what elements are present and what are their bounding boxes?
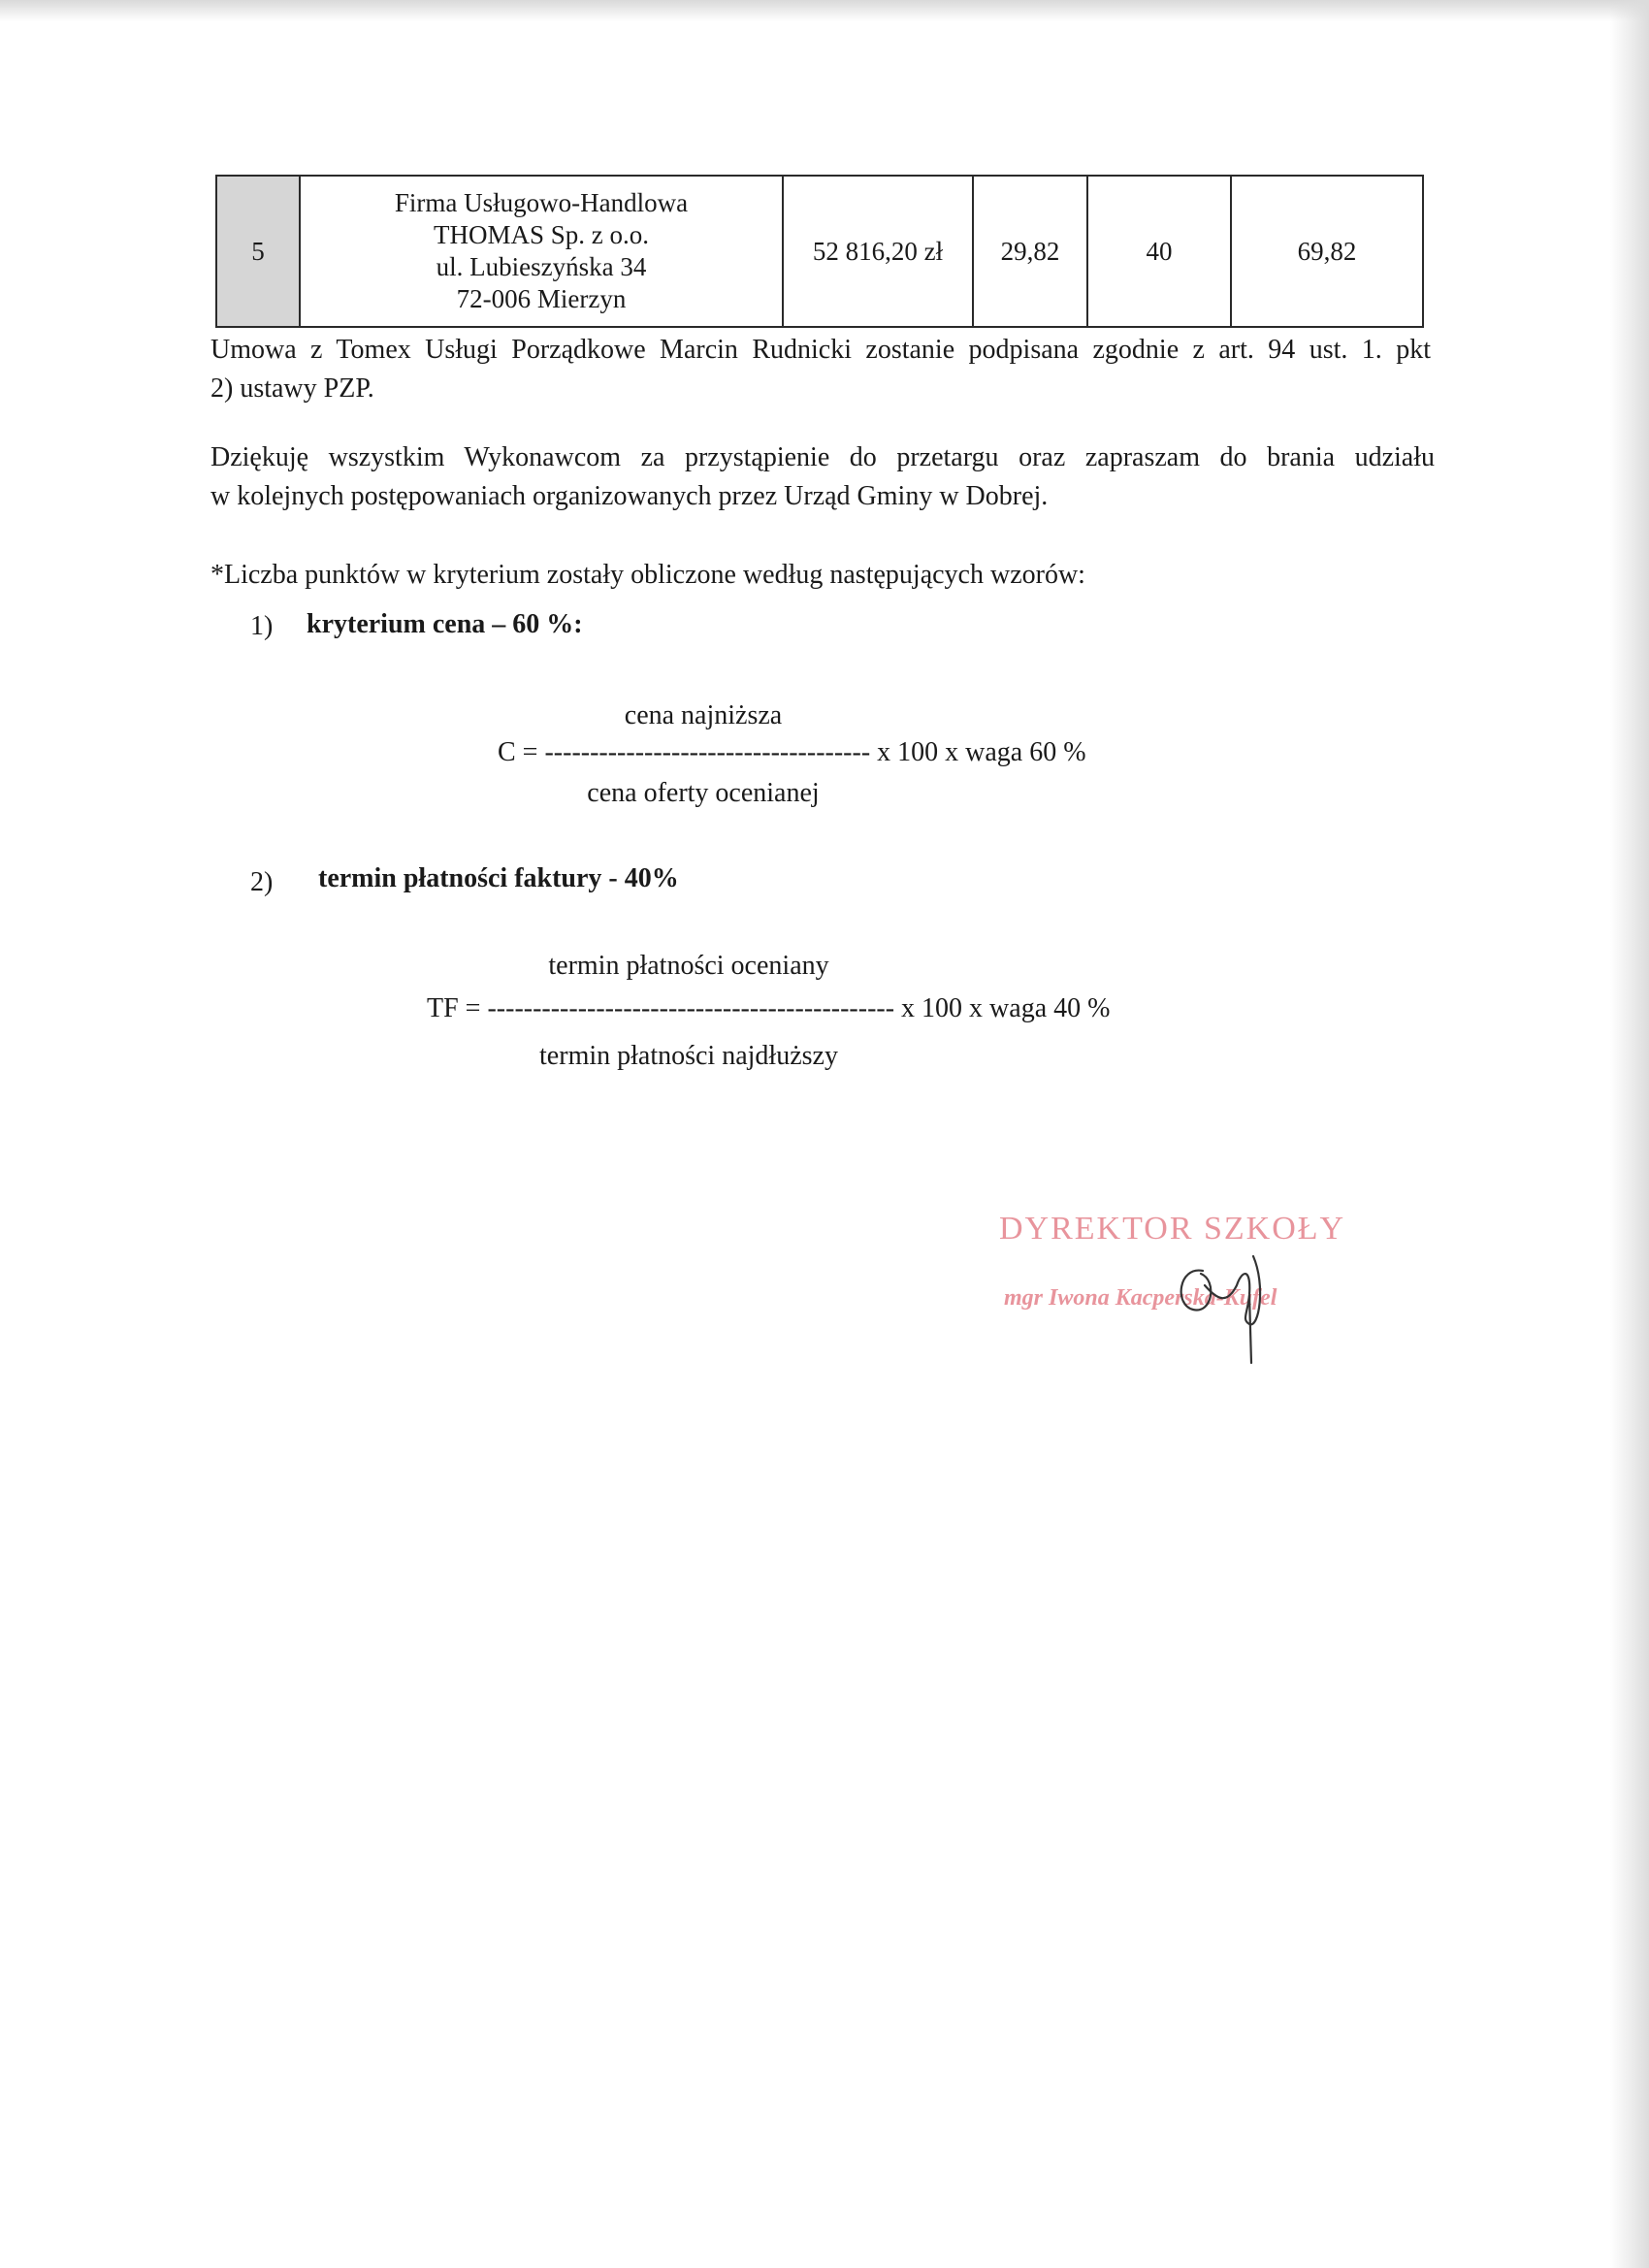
contractor-name-line: THOMAS Sp. z o.o. [433,220,649,249]
thanks-paragraph-line: Dziękuję wszystkim Wykonawcom za przystąpienie do przetargu oraz zapraszam do brania udziału [210,442,1435,472]
thanks-paragraph-line: w kolejnych postępowaniach organizowanych przez Urząd Gminy w Dobrej. [210,481,1049,511]
signature-stroke [1181,1256,1260,1363]
scan-edge-right [1610,0,1649,2268]
offers-table [215,175,1424,328]
contract-paragraph-line: 2) ustawy PZP. [210,373,374,404]
offer-number-cell [216,176,300,327]
term-points: 40 [1146,236,1173,266]
criterion-number: 2) [250,867,274,897]
price-points: 29,82 [1000,236,1060,266]
criterion-number: 1) [250,611,274,641]
term-points-cell [1087,176,1231,327]
formula-numerator: termin płatności oceniany [548,951,829,981]
total-points: 69,82 [1297,236,1357,266]
table-row [216,176,1423,327]
formula-equation: C = ------------------------------------ x 100 x waga 60 % [498,737,1086,767]
contractor-address-line: 72-006 Mierzyn [456,284,627,313]
formula-intro: *Liczba punktów w kryterium zostały obliczone według następujących wzorów: [210,560,1085,590]
price-points-cell [973,176,1087,327]
contractor-name-line: Firma Usługowo-Handlowa [394,188,689,217]
formula-denominator: cena oferty ocenianej [587,778,820,808]
signature-image [1145,1227,1300,1373]
criterion-title: kryterium cena – 60 %: [307,609,583,639]
contract-paragraph-line: Umowa z Tomex Usługi Porządkowe Marcin Rudnicki zostanie podpisana zgodnie z art. 94 ust. 1. pkt [210,335,1431,365]
formula-equation: TF = --------------------------------------------- x 100 x waga 40 % [427,993,1111,1023]
stamp-title: DYREKTOR SZKOŁY [999,1211,1346,1247]
contractor-cell [300,176,783,327]
criterion-title: termin płatności faktury - 40% [318,863,679,893]
stamp-name: mgr Iwona Kacperska-Kufel [1004,1285,1277,1311]
formula-numerator: cena najniższa [624,700,783,730]
total-points-cell [1231,176,1423,327]
contractor-address-line: ul. Lubieszyńska 34 [436,252,647,281]
formula-denominator: termin płatności najdłuższy [539,1041,838,1071]
offer-price: 52 816,20 zł [812,236,944,266]
offer-number: 5 [251,236,265,266]
price-cell [783,176,973,327]
scan-edge-top [0,0,1649,21]
